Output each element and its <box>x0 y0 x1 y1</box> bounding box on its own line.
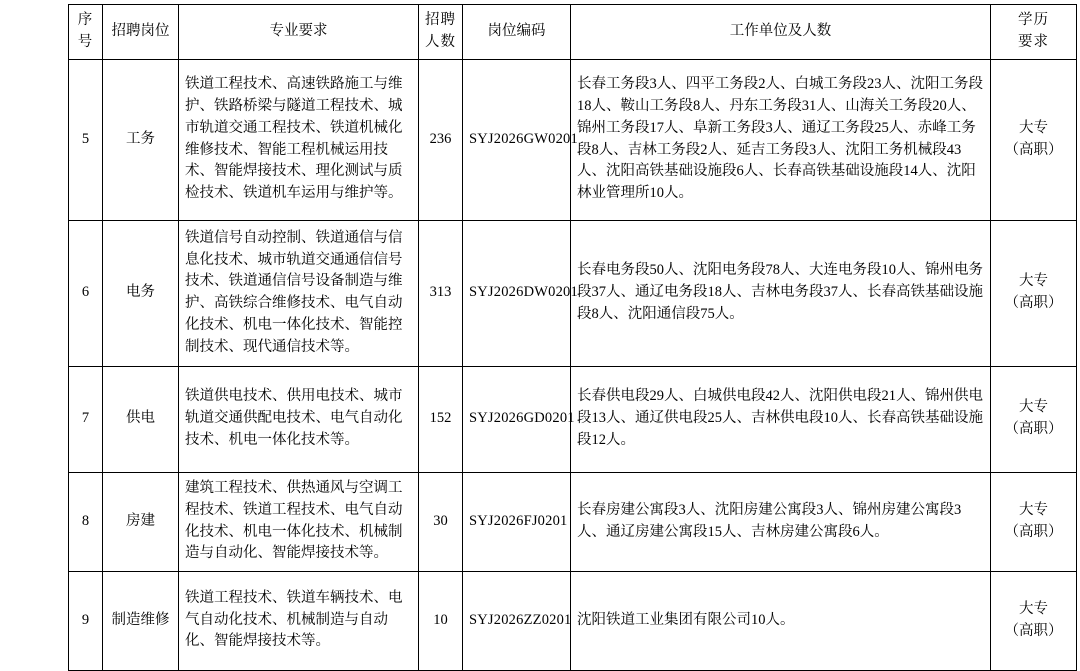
cell-code: SYJ2026FJ0201 <box>463 472 571 571</box>
column-header-post: 招聘岗位 <box>103 5 179 60</box>
cell-seq: 8 <box>69 472 103 571</box>
column-header-unit: 工作单位及人数 <box>571 5 991 60</box>
cell-seq: 7 <box>69 366 103 472</box>
cell-edu-sub: （高职） <box>1004 523 1063 540</box>
table-row <box>69 472 1077 571</box>
cell-edu-main: 大专 <box>1019 399 1048 416</box>
cell-edu <box>991 472 1077 571</box>
cell-code: SYJ2026GW0201 <box>463 59 571 220</box>
cell-major: 铁道供电技术、供用电技术、城市轨道交通供配电技术、电气自动化技术、机电一体化技术等。 <box>179 366 419 472</box>
cell-code: SYJ2026GD0201 <box>463 366 571 472</box>
column-header-edu <box>991 5 1077 60</box>
table-row <box>69 571 1077 670</box>
cell-post: 工务 <box>103 59 179 220</box>
cell-major: 铁道信号自动控制、铁道通信与信息化技术、城市轨道交通通信信号技术、铁道通信信号设备制造与维护、高铁综合维修技术、电气自动化技术、机电一体化技术、智能控制技术、现代通信技术等。 <box>179 220 419 366</box>
cell-edu-main: 大专 <box>1019 119 1048 136</box>
cell-edu-main: 大专 <box>1019 273 1048 290</box>
table-row <box>69 366 1077 472</box>
cell-seq: 6 <box>69 220 103 366</box>
cell-num: 236 <box>419 59 463 220</box>
column-header-code: 岗位编码 <box>463 5 571 60</box>
cell-unit: 长春房建公寓段3人、沈阳房建公寓段3人、锦州房建公寓段3人、通辽房建公寓段15人、吉林房建公寓段6人。 <box>571 472 991 571</box>
column-header-seq <box>69 5 103 60</box>
cell-edu <box>991 220 1077 366</box>
column-header-major: 专业要求 <box>179 5 419 60</box>
table-row <box>69 220 1077 366</box>
cell-major: 建筑工程技术、供热通风与空调工程技术、铁道工程技术、电气自动化技术、机电一体化技术、机械制造与自动化、智能焊接技术等。 <box>179 472 419 571</box>
cell-post: 电务 <box>103 220 179 366</box>
column-header-seq-line1: 序 <box>77 12 94 28</box>
table-row <box>69 59 1077 220</box>
table-header-row <box>69 5 1077 60</box>
cell-num: 152 <box>419 366 463 472</box>
cell-edu-sub: （高职） <box>1004 622 1063 639</box>
column-header-edu-line1: 学历 <box>1018 12 1049 28</box>
cell-num: 30 <box>419 472 463 571</box>
cell-edu-main: 大专 <box>1019 501 1048 518</box>
cell-num: 10 <box>419 571 463 670</box>
cell-seq: 5 <box>69 59 103 220</box>
cell-edu-sub: （高职） <box>1004 421 1063 437</box>
cell-edu <box>991 571 1077 670</box>
column-header-seq-line2: 号 <box>77 33 94 50</box>
column-header-num-line2: 人数 <box>425 33 456 50</box>
document-page <box>0 4 1080 650</box>
cell-num: 313 <box>419 220 463 366</box>
column-header-num <box>419 5 463 60</box>
column-header-num-line1: 招聘 <box>425 12 456 28</box>
cell-edu-sub: （高职） <box>1004 141 1063 158</box>
cell-code: SYJ2026ZZ0201 <box>463 571 571 670</box>
cell-major: 铁道工程技术、铁道车辆技术、电气自动化技术、机械制造与自动化、智能焊接技术等。 <box>179 571 419 670</box>
cell-code: SYJ2026DW0201 <box>463 220 571 366</box>
cell-edu <box>991 59 1077 220</box>
cell-seq: 9 <box>69 571 103 670</box>
cell-unit: 长春工务段3人、四平工务段2人、白城工务段23人、沈阳工务段18人、鞍山工务段8人、丹东工务段31人、山海关工务段20人、锦州工务段17人、阜新工务段3人、通辽工务段25人、赤峰工务段8人、吉林工务段2人、延吉工务段3人、沈阳工务机械段43人、沈阳高铁基础设施段6人、长春高铁基础设施段14人、沈阳林业管理所10人。 <box>571 59 991 220</box>
cell-post: 制造维修 <box>103 571 179 670</box>
cell-unit: 沈阳铁道工业集团有限公司10人。 <box>571 571 991 670</box>
cell-post: 房建 <box>103 472 179 571</box>
cell-edu-sub: （高职） <box>1004 295 1063 311</box>
cell-post: 供电 <box>103 366 179 472</box>
recruitment-table <box>68 4 1077 671</box>
column-header-edu-line2: 要求 <box>1018 33 1049 50</box>
cell-unit: 长春电务段50人、沈阳电务段78人、大连电务段10人、锦州电务段37人、通辽电务段18人、吉林电务段37人、长春高铁基础设施段8人、沈阳通信段75人。 <box>571 220 991 366</box>
cell-unit: 长春供电段29人、白城供电段42人、沈阳供电段21人、锦州供电段13人、通辽供电段25人、吉林供电段10人、长春高铁基础设施段12人。 <box>571 366 991 472</box>
cell-major: 铁道工程技术、高速铁路施工与维护、铁路桥梁与隧道工程技术、城市轨道交通工程技术、铁道机械化维修技术、智能工程机械运用技术、智能焊接技术、理化测试与质检技术、铁道机车运用与维护等。 <box>179 59 419 220</box>
cell-edu-main: 大专 <box>1019 600 1048 617</box>
cell-edu <box>991 366 1077 472</box>
